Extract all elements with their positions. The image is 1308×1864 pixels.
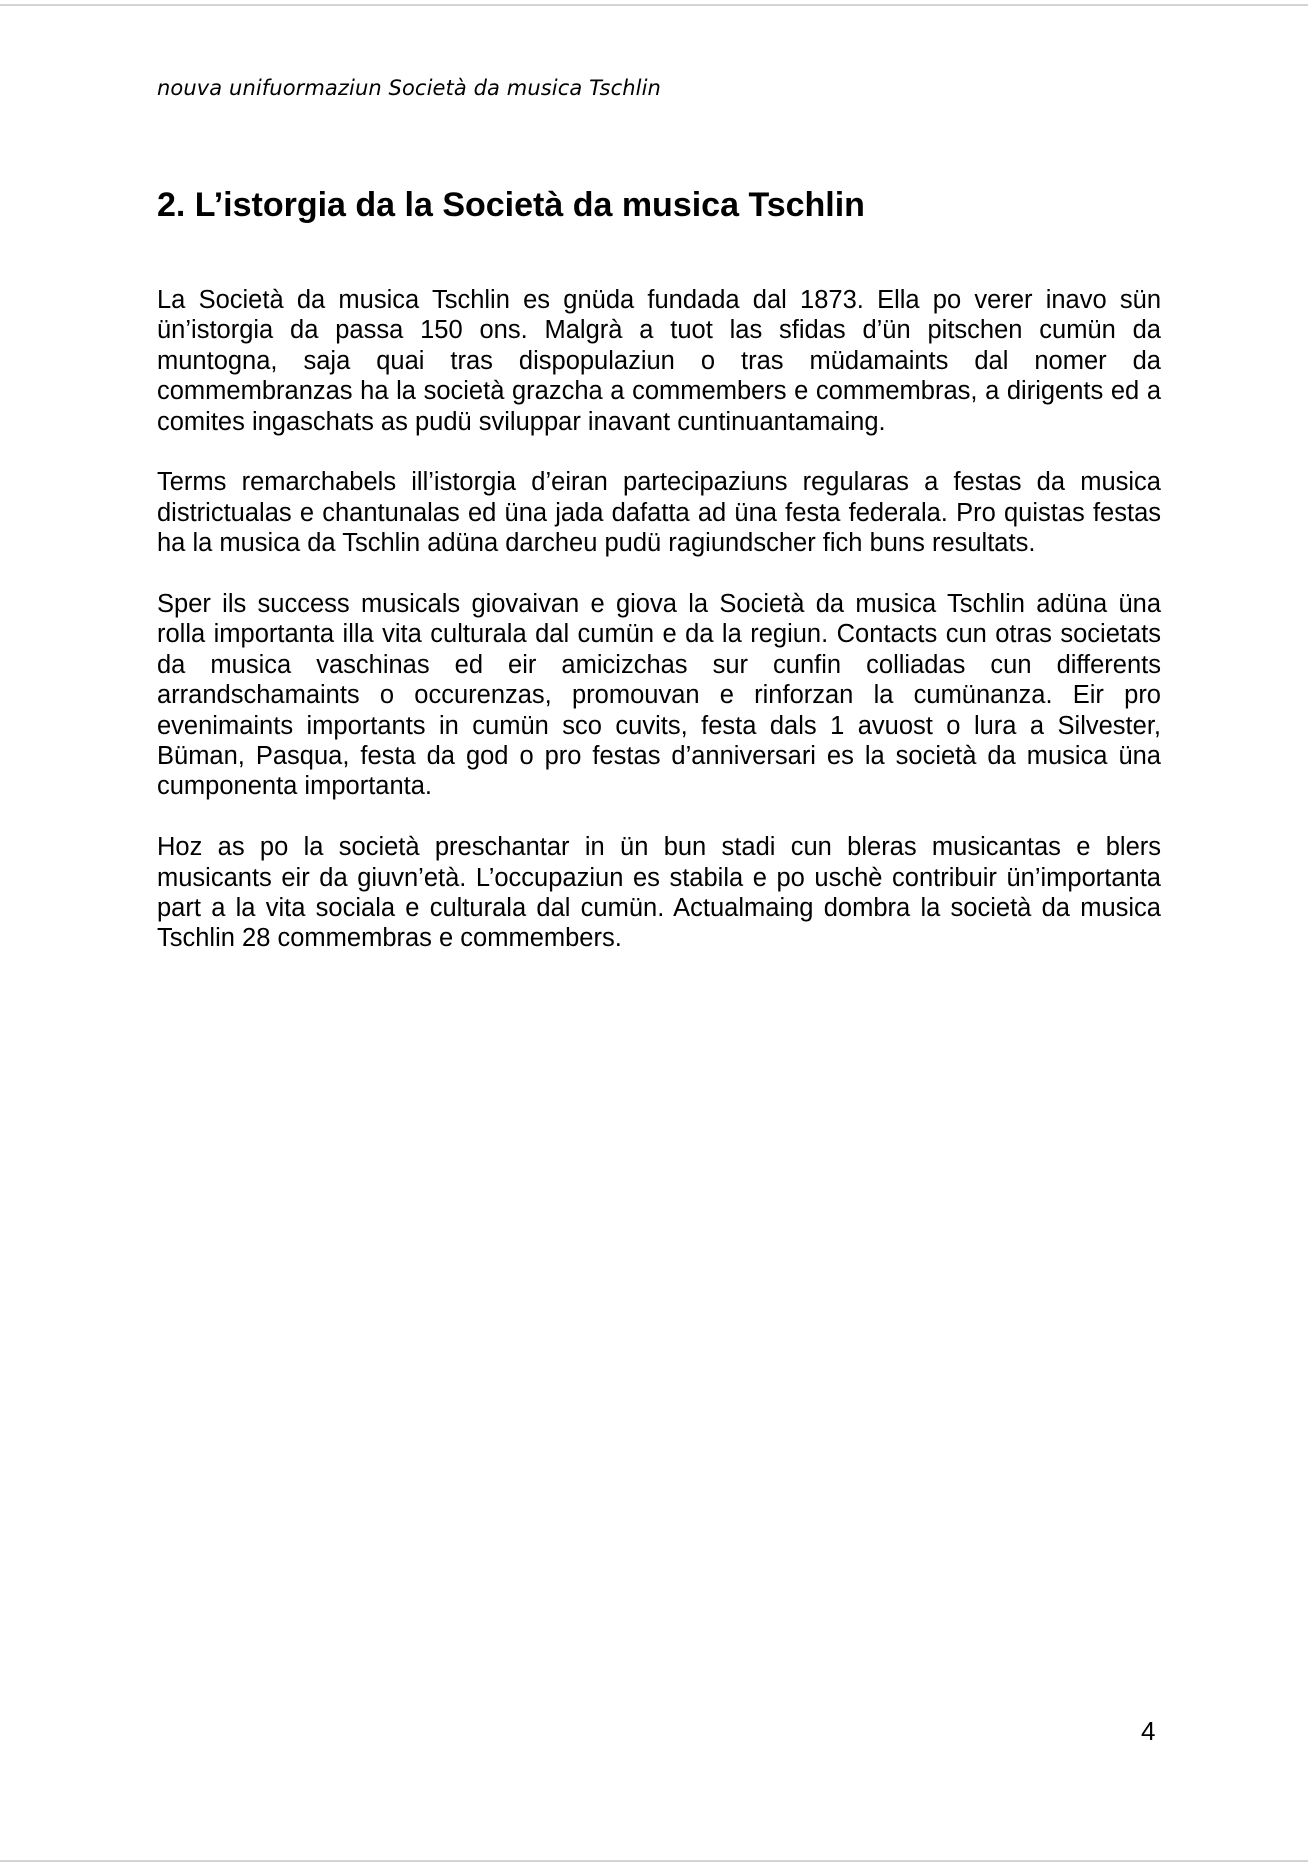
page-title: 2. L’istorgia da la Società da musica Tschlin xyxy=(157,186,865,224)
running-header: nouva unifuormaziun Società da musica Tschlin xyxy=(157,76,661,100)
paragraph-3: Sper ils success musicals giovaivan e giova la Società da musica Tschlin adüna üna rolla importanta illa vita culturala dal cumün e da la regiun. Contacts cun otras societats da musica vaschinas ed eir amicizchas sur cunfin colliadas cun differents arrandschamaints o occurenzas, promouvan e rinforzan la cumünanza. Eir pro evenimaints importants in cumün sco cuvits, festa dals 1 avuost o lura a Silvester, Büman, Pasqua, festa da god o pro festas d’anniversari es la società da musica üna cumponenta importanta. xyxy=(157,590,1161,801)
page-bottom-border xyxy=(0,1860,1308,1862)
paragraph-2: Terms remarchabels ill’istorgia d’eiran partecipaziuns regularas a festas da musica districtualas e chantunalas ed üna jada dafatta ad üna festa federala. Pro quistas festas ha la musica da Tschlin adüna darcheu pudü ragiundscher fich buns resultats. xyxy=(157,468,1161,558)
paragraph-4: Hoz as po la società preschantar in ün bun stadi cun bleras musicantas e blers musicants eir da giuvn’età. L’occupaziun es stabila e po uschè contribuir ün’importanta part a la vita sociala e culturala dal cumün. Actualmaing dombra la società da musica Tschlin 28 commembras e commembers. xyxy=(157,833,1161,953)
page-number: 4 xyxy=(1141,1716,1156,1746)
body-text xyxy=(157,285,1161,984)
page-top-border xyxy=(0,4,1308,6)
paragraph-1: La Società da musica Tschlin es gnüda fundada dal 1873. Ella po verer inavo sün ün’istorgia da passa 150 ons. Malgrà a tuot las sfidas d’ün pitschen cumün da muntogna, saja quai tras dispopulaziun o tras müdamaints dal nomer da commembranzas ha la società grazcha a commembers e commembras, a dirigents ed a comites ingaschats as pudü sviluppar inavant cuntinuantamaing. xyxy=(157,286,1161,436)
